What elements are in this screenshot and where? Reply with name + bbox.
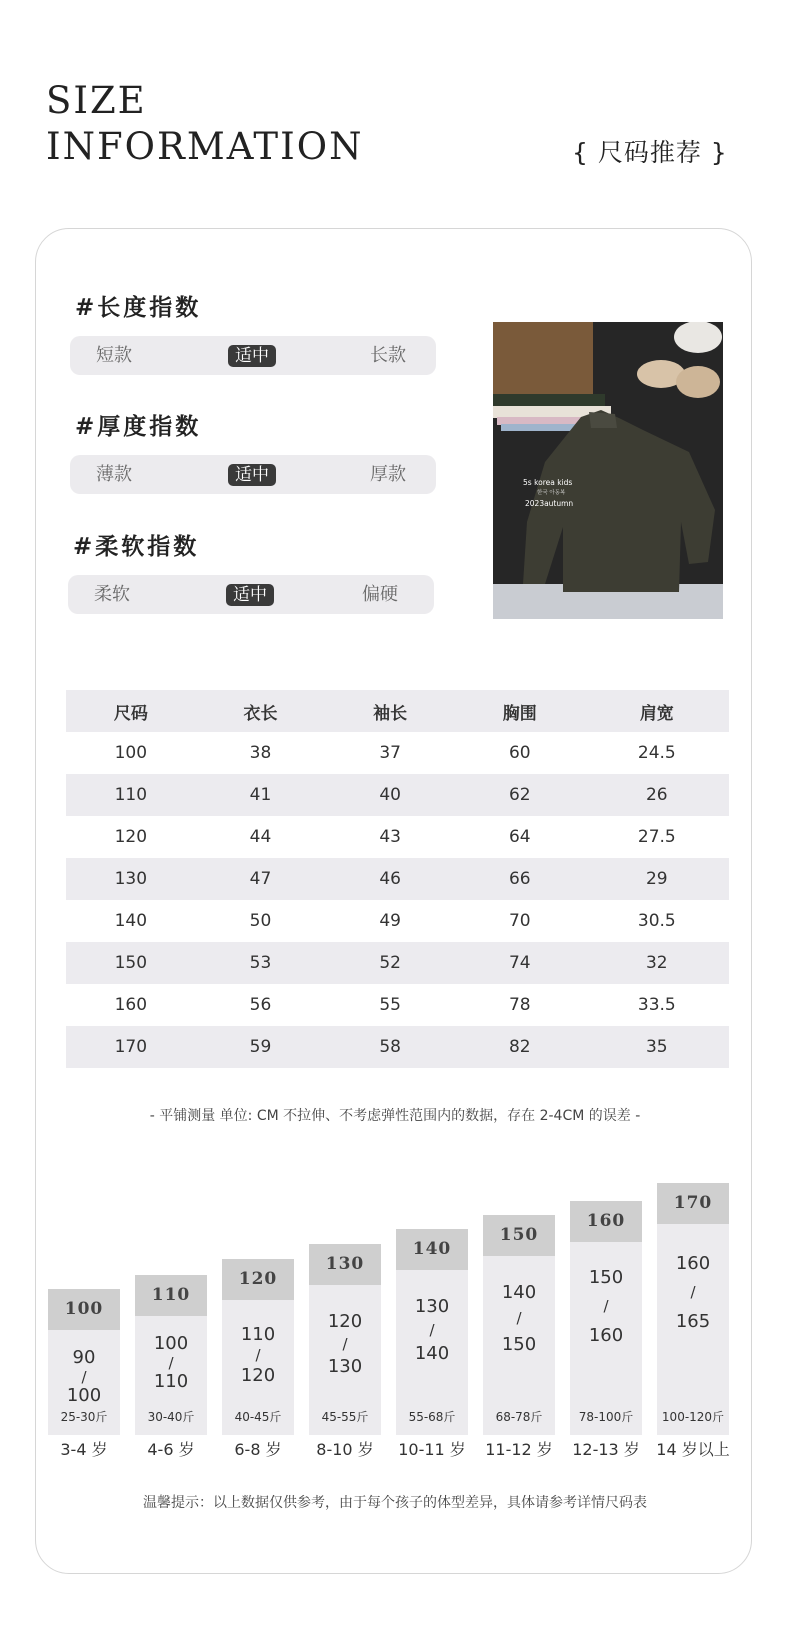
table-cell: 62 bbox=[508, 785, 531, 805]
height-range-from: 150 bbox=[588, 1267, 624, 1288]
length-index-high: 长款 bbox=[370, 345, 406, 366]
table-row bbox=[66, 732, 729, 774]
table-cell: 140 bbox=[114, 911, 148, 931]
size-column-label: 120 bbox=[222, 1259, 294, 1300]
product-photo-illustration bbox=[493, 322, 723, 619]
height-range-sep: / bbox=[81, 1368, 87, 1386]
table-cell: 32 bbox=[645, 953, 668, 973]
table-cell: 49 bbox=[379, 911, 401, 931]
table-row bbox=[66, 942, 729, 984]
size-column-label: 140 bbox=[396, 1229, 468, 1270]
table-cell: 59 bbox=[249, 1037, 272, 1057]
thickness-index-high: 厚款 bbox=[370, 464, 406, 485]
table-cell: 100 bbox=[114, 743, 148, 763]
table-cell: 26 bbox=[645, 785, 668, 805]
height-range-to: 140 bbox=[414, 1343, 450, 1364]
size-column bbox=[135, 1275, 207, 1435]
age-label: 12-13 岁 bbox=[572, 1440, 640, 1459]
table-row bbox=[66, 900, 729, 942]
col-header-chest: 胸围 bbox=[502, 703, 537, 724]
table-cell: 60 bbox=[508, 743, 531, 763]
height-range-from: 130 bbox=[414, 1296, 450, 1317]
height-range-from: 160 bbox=[675, 1253, 711, 1274]
reference-tip: 温馨提示：以上数据仅供参考，由于每个孩子的体型差异，具体请参考详情尺码表 bbox=[143, 1495, 647, 1511]
table-cell: 66 bbox=[508, 869, 531, 889]
age-label: 8-10 岁 bbox=[316, 1440, 374, 1459]
photo-brand-line-3: 2023autumn bbox=[525, 499, 574, 508]
col-header-size: 尺码 bbox=[113, 703, 148, 724]
table-cell: 50 bbox=[249, 911, 272, 931]
table-cell: 38 bbox=[249, 743, 272, 763]
table-cell: 41 bbox=[249, 785, 272, 805]
height-range-to: 150 bbox=[501, 1334, 537, 1355]
size-column-label: 150 bbox=[483, 1215, 555, 1256]
height-range-to: 110 bbox=[153, 1371, 189, 1392]
weight-range: 40-45斤 bbox=[234, 1410, 282, 1424]
table-cell: 150 bbox=[114, 953, 148, 973]
table-cell: 33.5 bbox=[637, 995, 676, 1015]
age-label: 6-8 岁 bbox=[234, 1440, 282, 1459]
length-index-selected: 适中 bbox=[228, 345, 276, 367]
age-label: 3-4 岁 bbox=[60, 1440, 108, 1459]
height-range-from: 140 bbox=[501, 1282, 537, 1303]
col-header-shoulder: 肩宽 bbox=[639, 703, 674, 724]
thickness-index-low: 薄款 bbox=[96, 464, 132, 485]
weight-range: 100-120斤 bbox=[661, 1410, 725, 1424]
weight-range: 30-40斤 bbox=[147, 1410, 195, 1424]
title-line-2: INFORMATION bbox=[46, 125, 364, 168]
age-label: 14 岁以上 bbox=[656, 1440, 730, 1459]
page-title bbox=[46, 78, 363, 170]
table-row bbox=[66, 858, 729, 900]
size-column bbox=[309, 1244, 381, 1435]
height-range-sep: / bbox=[255, 1346, 261, 1364]
height-range-from: 110 bbox=[240, 1324, 276, 1345]
size-column bbox=[483, 1215, 555, 1435]
table-cell: 55 bbox=[379, 995, 401, 1015]
age-label: 10-11 岁 bbox=[398, 1440, 466, 1459]
table-cell: 35 bbox=[645, 1037, 668, 1057]
size-column-label: 110 bbox=[135, 1275, 207, 1316]
table-cell: 70 bbox=[508, 911, 531, 931]
table-cell: 27.5 bbox=[637, 827, 676, 847]
table-cell: 29 bbox=[645, 869, 668, 889]
weight-range: 55-68斤 bbox=[408, 1410, 456, 1424]
photo-brand-line-1: 5s korea kids bbox=[523, 478, 573, 487]
length-index-bar bbox=[70, 336, 436, 375]
table-cell: 37 bbox=[379, 743, 401, 763]
title-line-1: SIZE bbox=[46, 79, 147, 122]
table-cell: 43 bbox=[379, 827, 401, 847]
table-cell: 56 bbox=[249, 995, 272, 1015]
table-cell: 58 bbox=[379, 1037, 401, 1057]
softness-index-title: #柔软指数 bbox=[73, 534, 200, 560]
table-row bbox=[66, 774, 729, 816]
thickness-index-selected: 适中 bbox=[228, 464, 276, 486]
age-label: 11-12 岁 bbox=[485, 1440, 553, 1459]
softness-index-low: 柔软 bbox=[94, 584, 130, 605]
size-column bbox=[222, 1259, 294, 1435]
measurement-note: - 平铺测量 单位: CM 不拉伸、不考虑弹性范围内的数据，存在 2-4CM 的误差 - bbox=[149, 1108, 641, 1124]
size-column-label: 160 bbox=[570, 1201, 642, 1242]
page-subtitle: { 尺码推荐 } bbox=[572, 138, 728, 167]
height-range-sep: / bbox=[342, 1335, 348, 1353]
age-label: 4-6 岁 bbox=[147, 1440, 195, 1459]
height-range-from: 100 bbox=[153, 1333, 189, 1354]
size-column bbox=[48, 1289, 120, 1435]
length-index-title: #长度指数 bbox=[75, 295, 202, 321]
table-cell: 52 bbox=[379, 953, 401, 973]
product-photo bbox=[493, 322, 723, 619]
table-cell: 170 bbox=[114, 1037, 148, 1057]
height-range-from: 120 bbox=[327, 1311, 363, 1332]
table-cell: 110 bbox=[114, 785, 148, 805]
table-row bbox=[66, 816, 729, 858]
table-cell: 46 bbox=[379, 869, 401, 889]
height-range-sep: / bbox=[690, 1283, 696, 1301]
height-range-to: 165 bbox=[675, 1311, 711, 1332]
table-cell: 78 bbox=[508, 995, 531, 1015]
table-cell: 24.5 bbox=[637, 743, 676, 763]
col-header-length: 衣长 bbox=[243, 703, 278, 724]
photo-brand-line-2: 한국 아동복 bbox=[537, 490, 566, 496]
softness-index-bar bbox=[68, 575, 434, 614]
size-table-header bbox=[66, 690, 729, 732]
table-cell: 74 bbox=[508, 953, 531, 973]
table-cell: 53 bbox=[249, 953, 272, 973]
softness-index-high: 偏硬 bbox=[362, 584, 398, 605]
height-range-sep: / bbox=[168, 1354, 174, 1372]
height-range-sep: / bbox=[603, 1297, 609, 1315]
weight-range: 45-55斤 bbox=[321, 1410, 369, 1424]
thickness-index-bar bbox=[70, 455, 436, 494]
weight-range: 68-78斤 bbox=[495, 1410, 543, 1424]
table-cell: 40 bbox=[379, 785, 401, 805]
col-header-sleeve: 袖长 bbox=[373, 703, 408, 724]
size-column-label: 100 bbox=[48, 1289, 120, 1330]
weight-range: 78-100斤 bbox=[578, 1410, 634, 1424]
softness-index-selected: 适中 bbox=[226, 584, 274, 606]
size-column bbox=[396, 1229, 468, 1435]
height-range-to: 120 bbox=[240, 1365, 276, 1386]
height-range-to: 100 bbox=[66, 1385, 102, 1406]
height-range-to: 160 bbox=[588, 1325, 624, 1346]
table-cell: 160 bbox=[114, 995, 148, 1015]
size-column-label: 170 bbox=[657, 1183, 729, 1224]
size-column bbox=[570, 1201, 642, 1435]
thickness-index-title: #厚度指数 bbox=[75, 414, 202, 440]
table-cell: 47 bbox=[249, 869, 272, 889]
height-range-from: 90 bbox=[72, 1347, 96, 1368]
size-column bbox=[657, 1183, 729, 1435]
table-cell: 130 bbox=[114, 869, 148, 889]
weight-range: 25-30斤 bbox=[60, 1410, 108, 1424]
table-cell: 64 bbox=[508, 827, 531, 847]
length-index-low: 短款 bbox=[96, 345, 132, 366]
table-cell: 44 bbox=[249, 827, 272, 847]
size-table bbox=[66, 690, 729, 1068]
height-range-to: 130 bbox=[327, 1356, 363, 1377]
table-cell: 82 bbox=[508, 1037, 531, 1057]
height-range-sep: / bbox=[516, 1309, 522, 1327]
height-range-sep: / bbox=[429, 1321, 435, 1339]
table-row bbox=[66, 984, 729, 1026]
table-row bbox=[66, 1026, 729, 1068]
table-cell: 120 bbox=[114, 827, 148, 847]
size-column-label: 130 bbox=[309, 1244, 381, 1285]
table-cell: 30.5 bbox=[637, 911, 676, 931]
